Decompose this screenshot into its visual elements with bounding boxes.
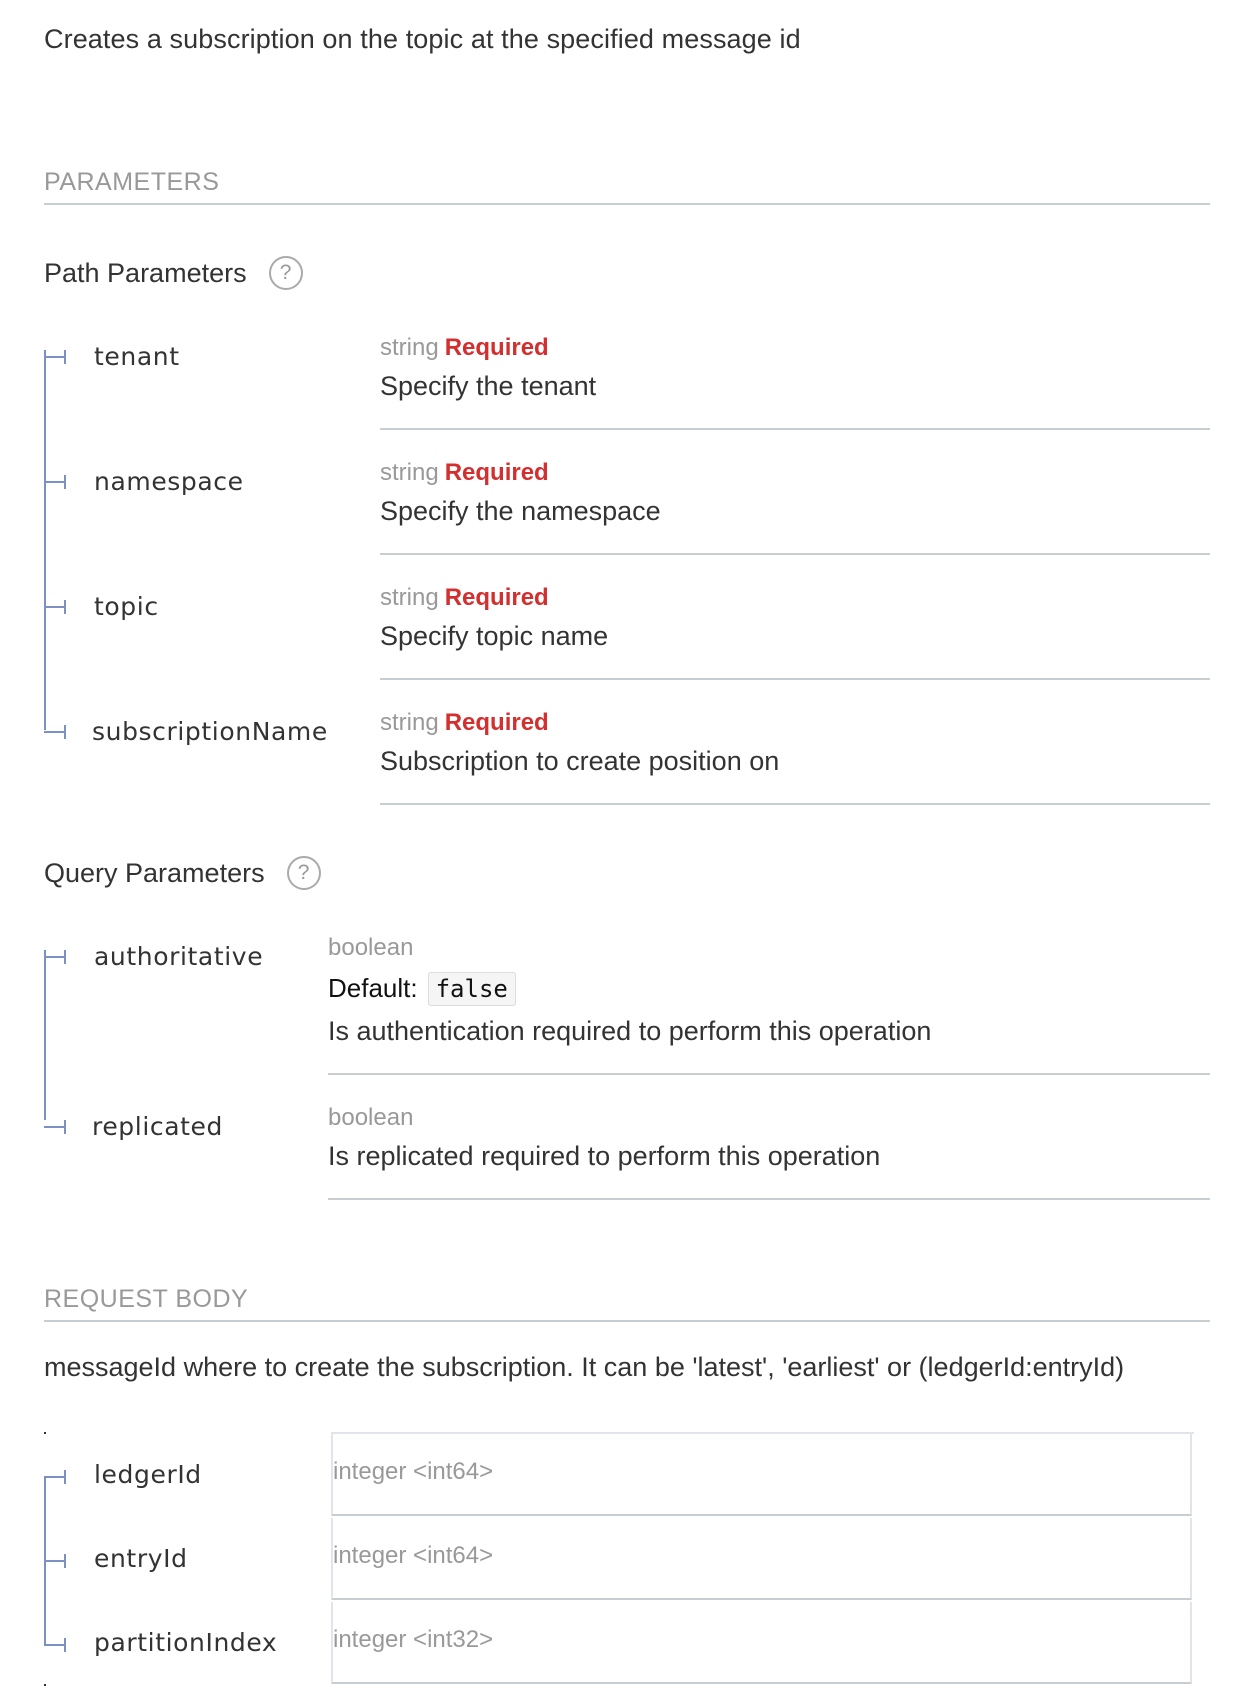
param-description: Specify the tenant xyxy=(380,371,597,401)
param-name: subscriptionName xyxy=(92,717,328,746)
field-type: integer <int64> xyxy=(331,1518,1192,1600)
tree-branch xyxy=(44,481,66,483)
path-parameters-label: Path Parameters xyxy=(44,257,247,288)
tree-branch xyxy=(44,731,66,733)
param-row-replicated xyxy=(44,1100,1210,1200)
help-icon[interactable]: ? xyxy=(269,256,303,290)
operation-summary: Creates a subscription on the topic at the specified message id xyxy=(44,24,801,54)
param-row-topic xyxy=(44,580,1210,680)
param-description: Is replicated required to perform this operation xyxy=(328,1141,881,1171)
param-description: Is authentication required to perform this operation xyxy=(328,1016,932,1046)
tree-branch xyxy=(44,1476,66,1478)
param-type: boolean xyxy=(328,1104,414,1131)
param-description: Subscription to create position on xyxy=(380,746,780,776)
query-parameters-label: Query Parameters xyxy=(44,857,265,888)
default-value: false xyxy=(428,972,516,1006)
param-type-line: string Required xyxy=(380,709,549,736)
param-detail xyxy=(328,930,1210,1075)
param-name: authoritative xyxy=(94,942,264,971)
dot xyxy=(44,1684,46,1686)
param-detail xyxy=(380,330,1210,430)
param-row-tenant xyxy=(44,330,1210,430)
request-body-section-title: REQUEST BODY xyxy=(44,1285,1210,1322)
param-detail xyxy=(380,580,1210,680)
param-type-line: string Required xyxy=(380,459,549,486)
param-row-authoritative xyxy=(44,930,1210,1080)
required-badge: Required xyxy=(444,584,549,611)
path-parameters-title xyxy=(44,256,303,290)
param-detail xyxy=(380,455,1210,555)
parameters-section-title: PARAMETERS xyxy=(44,168,1210,205)
param-name: topic xyxy=(94,592,159,621)
tree-branch xyxy=(44,1560,66,1562)
param-detail xyxy=(380,705,1210,805)
request-body-description: messageId where to create the subscription. It can be 'latest', 'earliest' or (ledgerId:entryId) xyxy=(44,1352,1125,1382)
field-name: entryId xyxy=(94,1544,188,1573)
tree-branch xyxy=(44,606,66,608)
field-row-ledgerId xyxy=(44,1434,1194,1518)
tree-branch xyxy=(44,356,66,358)
tree-branch xyxy=(44,1126,66,1128)
field-type: integer <int64> xyxy=(331,1434,1192,1516)
field-row-entryId xyxy=(44,1518,1194,1602)
default-line: Default: false xyxy=(328,966,1210,1011)
query-parameters-title xyxy=(44,856,321,890)
required-badge: Required xyxy=(444,334,549,361)
help-icon[interactable]: ? xyxy=(287,856,321,890)
param-type-line: string Required xyxy=(380,584,549,611)
tree-branch xyxy=(44,1644,66,1646)
param-row-namespace xyxy=(44,455,1210,555)
field-row-partitionIndex xyxy=(44,1602,1194,1686)
param-type: boolean xyxy=(328,934,414,961)
field-name: partitionIndex xyxy=(94,1628,278,1657)
param-detail xyxy=(328,1100,1210,1200)
param-description: Specify the namespace xyxy=(380,496,661,526)
param-type-line: string Required xyxy=(380,334,549,361)
param-row-subscriptionName xyxy=(44,705,1210,805)
field-name: ledgerId xyxy=(94,1460,202,1489)
tree-branch xyxy=(44,956,66,958)
param-name: tenant xyxy=(94,342,180,371)
param-description: Specify topic name xyxy=(380,621,609,651)
required-badge: Required xyxy=(444,709,549,736)
param-name: namespace xyxy=(94,467,244,496)
param-name: replicated xyxy=(92,1112,223,1141)
required-badge: Required xyxy=(444,459,549,486)
field-type: integer <int32> xyxy=(331,1602,1192,1684)
